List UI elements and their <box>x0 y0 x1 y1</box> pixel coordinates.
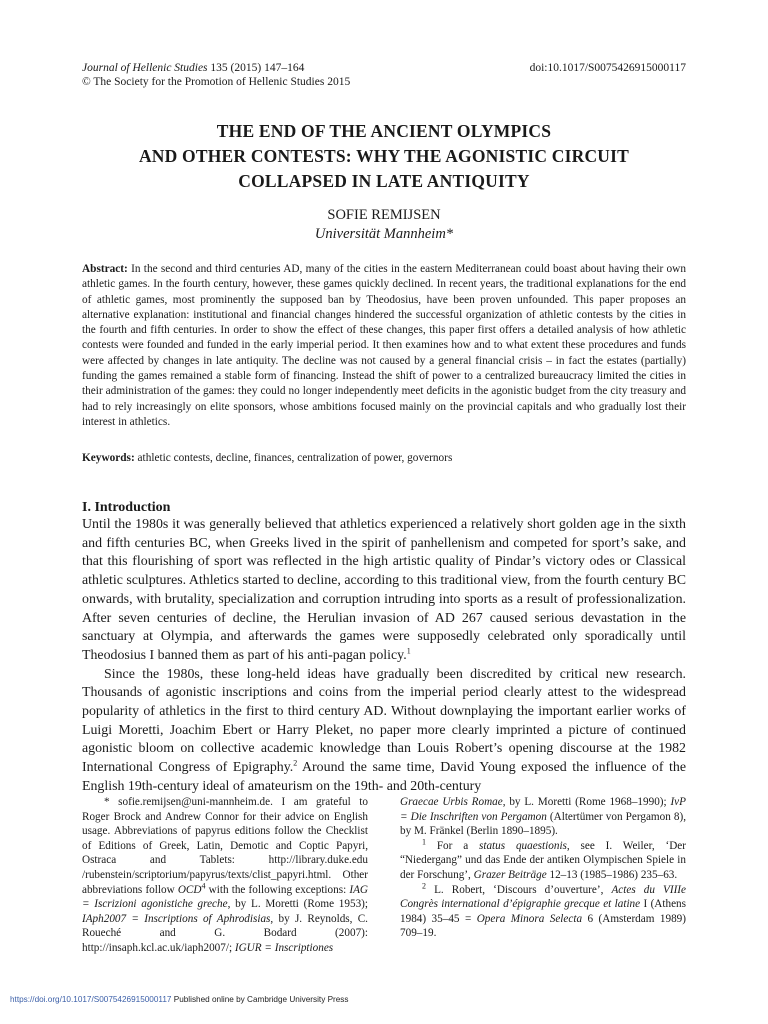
footnote-number: 2 <box>422 880 426 890</box>
footnotes-right-column <box>400 795 686 941</box>
footnote-italic: Actes du VIIIe Congrès international d’épigraphie grecque et latine <box>400 883 686 911</box>
keywords-label: Keywords: <box>82 452 135 464</box>
author-name: SOFIE REMIJSEN <box>327 207 441 223</box>
footnote-italic: Graecae Urbis Romae <box>400 796 503 808</box>
paragraph-2-text-a: Since the 1980s, these long-held ideas have gradually been discredited by critical new research. Thousands of agonistic inscriptions and coins from the imperial period clearly attest to the widespread popularity of athletics in the first to third century AD. Without downplaying the important earlier works of Luigi Moretti, Joachim Ebert or Harry Pleket, no paper more clearly imprinted a picture of continued agonistic bloom on collective academic knowledge than Louis Robert’s opening discourse at the 1982 International Congress of Epigraphy. <box>82 666 686 776</box>
journal-reference <box>82 61 350 75</box>
footnote-italic: IAG = Iscrizioni agonistiche greche <box>82 883 369 911</box>
footnotes-left-column <box>82 795 368 956</box>
footnote-1 <box>400 839 686 883</box>
author-affiliation: Universität Mannheim* <box>314 226 454 242</box>
footnote-ref-2[interactable]: 2 <box>293 758 298 768</box>
published-online-text: Published online by Cambridge University Press <box>171 995 349 1004</box>
paragraph-2-text-b: Around the same time, David Young exposed the influence of the English 19th-century ideal of amateurism on the 19th- and 20th-century <box>82 760 686 794</box>
body-text <box>82 516 686 797</box>
footnote-italic: IAph2007 = Inscriptions of Aphrodisias <box>82 912 271 925</box>
title-line-2: AND OTHER CONTESTS: WHY THE AGONISTIC CIRCUIT <box>138 146 630 166</box>
footnote-text: , by L. Moretti (Rome 1953); <box>227 898 368 911</box>
footnote-text: For a <box>426 839 479 852</box>
footnote-text: , by J. Reynolds, C. Roueché and G. Bodard (2007): http://insaph.kcl.ac.uk/iaph2007/; <box>82 912 368 954</box>
footnote-text: with the following exceptions: <box>205 883 350 896</box>
footnote-italic: Grazer Beiträge <box>473 868 547 881</box>
journal-name: Journal of Hellenic Studies <box>82 62 208 74</box>
paper-title <box>82 119 686 194</box>
footnote-text: , see I. Weiler, ‘Der “Niedergang” und das Ende der antiken Olympischen Spiele in der Forschung’, <box>400 839 686 881</box>
abstract-label: Abstract: <box>82 263 128 275</box>
section-heading: I. Introduction <box>82 500 171 515</box>
footnote-text: 6 (Amsterdam 1989) 709–19. <box>400 912 686 940</box>
paragraph-2 <box>82 666 686 797</box>
keywords <box>82 451 686 466</box>
footnote-text: (Altertümer von Pergamon 8), by M. Fränkel (Berlin 1890–1895). <box>400 810 686 838</box>
journal-citation <box>82 61 350 89</box>
publisher-footer <box>10 995 349 1004</box>
doi-link[interactable]: https://doi.org/10.1017/S0075426915000117 <box>10 995 172 1004</box>
footnote-italic: IvP = Die Inschriften von Pergamon <box>400 796 686 823</box>
paragraph-1-text: Until the 1980s it was generally believed that athletics experienced a relatively short golden age in the sixth and fifth centuries BC, when Greeks lived in the spirit of panhellenism and competed for sport’s sake, and that this flourishing of sport was reflected in the high artistic quality of Pindar’s victory odes or Classical athletic sculptures. Athletics started to decline, according to this traditional view, from the fourth century BC onwards, with brutality, specialization and corruption intruding into sports as a result of professionalization. After seven centuries of decline, the Herulian invasion of AD 267 caused serious devastation in the sanctuary at Olympia, and afterwards the games were supposedly celebrated only sporadically until Theodosius I banned them as part of his anti-pagan policy. <box>82 517 686 663</box>
footnote-italic: status quaestionis <box>479 839 567 852</box>
footnote-number: 1 <box>422 837 426 847</box>
copyright-line: © The Society for the Promotion of Hellenic Studies 2015 <box>82 76 351 88</box>
footnote-text: 12–13 (1985–1986) 235–63. <box>546 868 678 881</box>
keywords-text: athletic contests, decline, finances, centralization of power, governors <box>134 452 453 464</box>
footnote-2 <box>400 880 686 941</box>
footnote-text: L. Robert, ‘Discours d’ouverture’, <box>426 883 612 896</box>
footnote-italic: Opera Minora Selecta <box>476 912 583 925</box>
doi-header: doi:10.1017/S0075426915000117 <box>529 62 686 74</box>
title-line-3: COLLAPSED IN LATE ANTIQUITY <box>238 171 530 191</box>
abstract <box>82 262 686 430</box>
paragraph-1 <box>82 516 686 666</box>
footnote-text: * sofie.remijsen@uni-mannheim.de. I am grateful to Roger Brock and Andrew Connor for their advice on English usage. Abbreviations of papyrus editions follow the Checklist of Editions of Greek, Latin, Demotic and Coptic Papyri, Ostraca and Tablets: http://library.duke.edu /rubenstein/scriptorium/papyrus/texts/clist_papyri.html. Other abbreviations follow <box>82 796 368 896</box>
footnote-italic: OCD <box>177 883 202 896</box>
journal-volume: 135 (2015) 147–164 <box>207 62 305 74</box>
author-footnote <box>82 795 368 956</box>
footnote-sup: 4 <box>201 880 206 890</box>
footnote-italic: IGUR = Inscriptiones <box>234 941 334 954</box>
footnote-text: I (Athens 1984) 35–45 = <box>400 898 686 925</box>
footnote-text: , by L. Moretti (Rome 1968–1990); <box>502 796 671 808</box>
title-line-1: THE END OF THE ANCIENT OLYMPICS <box>216 121 552 141</box>
abstract-text: In the second and third centuries AD, many of the cities in the eastern Mediterranean could boast about having their own athletic games. In the fourth century, however, these games quickly declined. In recent years, the traditional explanations for the end of athletic games, most prominently the supposed ban by Theodosius, have been proven unfounded. This paper proposes an alternative explanation: institutional and financial changes hindered the successful organization of athletic contests by the cities in the fourth and fifth centuries. In order to show the effect of these changes, this paper first offers a detailed analysis of how athletic contests were founded and funded in the early imperial period. It then examines how and to what extent these procedures and funds were affected by changes in late antiquity. The decline was not caused by a general financial crisis – in fact the estates (partially) funding the games remained a stable form of financing. Instead the shift of power to a centralized bureaucracy limited the cities in their administration of the games: they could no longer independently meet deficits in the agonistic budget from the city treasury and had to rely increasingly on elite sponsors, whose ambitions focused mainly on the provincial capitals and who gradually lost their interest in athletics. <box>82 263 686 428</box>
footnote-ref-1[interactable]: 1 <box>406 646 411 656</box>
author-footnote-continued <box>400 795 686 839</box>
